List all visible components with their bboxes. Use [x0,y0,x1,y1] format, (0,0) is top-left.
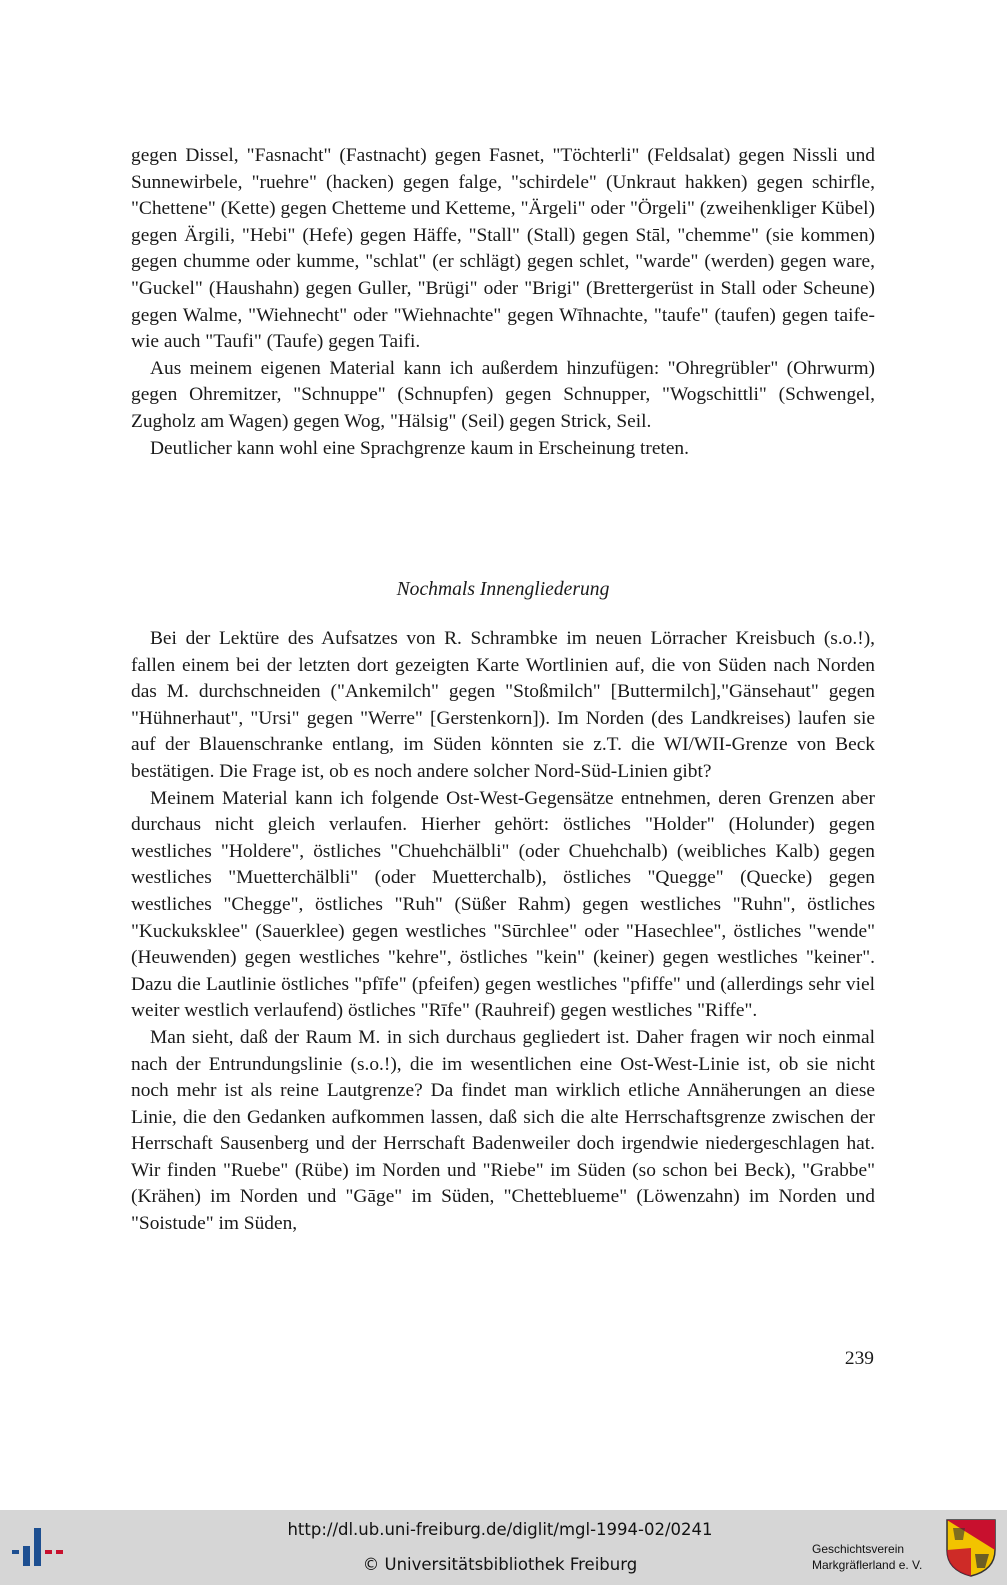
ub-freiburg-logo-icon[interactable] [12,1526,64,1570]
society-name [812,1541,937,1573]
paragraph: Bei der Lektüre des Aufsatzes von R. Schrambke im neuen Lörracher Kreisbuch (s.o.!), fallen einem bei der letzten dort gezeigten Karte Wortlinien auf, die von Süden nach Norden das M. durchschneiden ("Ankemilch" gegen "Stoßmilch" [Buttermilch],"Gänsehaut" gegen "Hühnerhaut", "Ursi" gegen "Werre" [Gerstenkorn]). Im Norden (des Landkreises) laufen sie auf der Blauenschranke entlang, im Süden könnten sie z.T. die WI/WII-Grenze von Beck bestätigen. Die Frage ist, ob es noch andere solcher Nord-Süd-Linien gibt? [131,628,875,782]
text-block-top [131,143,875,462]
paragraph: gegen Dissel, "Fasnacht" (Fastnacht) gegen Fasnet, "Töchterli" (Feldsalat) gegen Nissli und Sunnewirbele, "ruehre" (hacken) gegen falge, "schirdele" (Unkraut hakken) gegen schirfle, "Chettene" (Kette) gegen Chetteme und Ketteme, "Ärgeli" oder "Örgeli" (zweihenkliger Kübel) gegen Ärgili, "Hebi" (Hefe) gegen Häffe, "Stall" (Stall) gegen Stāl, "chemme" (sie kommen) gegen chumme oder kumme, "schlat" (er schlägt) gegen schlet, "warde" (werden) gegen ware, "Guckel" (Haushahn) gegen Guller, "Brügi" oder "Brigi" (Brettergerüst in Stall oder Scheune) gegen Walme, "Wiehnecht" oder "Wiehnachte" gegen Wīhnachte, "taufe" (taufen) gegen taife- wie auch "Taufi" (Taufe) gegen Taifi. [131,145,875,353]
paragraph: Aus meinem eigenen Material kann ich außerdem hinzufügen: "Ohregrübler" (Ohrwurm) gegen Ohremitzer, "Schnuppe" (Schnupfen) gegen Schnupper, "Wogschittli" (Schwengel, Zugholz am Wagen) gegen Wog, "Hälsig" (Seil) gegen Strick, Seil. [131,357,875,432]
paragraph: Man sieht, daß der Raum M. in sich durchaus gegliedert ist. Daher fragen wir noch einmal nach der Entrundungslinie (s.o.!), die im wesentlichen eine Ost-West-Linie ist, ob sie nicht noch mehr ist als reine Lautgrenze? Da findet man wirklich etliche Annäherungen an diese Linie, die den Gedanken aufkommen lassen, daß sich die alte Herrschaftsgrenze zwischen der Herrschaft Sausenberg und der Herrschaft Badenweiler doch irgendwie niedergeschlagen hat. Wir finden "Ruebe" (Rübe) im Norden und "Riebe" im Süden (so schon bei Beck), "Grabbe" (Krähen) im Norden und "Gāge" im Süden, "Chetteblueme" (Löwenzahn) im Norden und "Soistude" im Süden, [131,1026,875,1235]
footer-bar [0,1510,1007,1585]
paragraph: Deutlicher kann wohl eine Sprachgrenze kaum in Erscheinung treten. [150,437,689,459]
section-heading: Nochmals Innengliederung [396,579,610,600]
paragraph: Meinem Material kann ich folgende Ost-West-Gegensätze entnehmen, deren Grenzen aber durchaus nicht gleich verlaufen. Hierher gehört: östliches "Holder" (Holunder) gegen westliches "Holdere", östliches "Chuehchälbli" (oder Chuehchalb) (weibliches Kalb) gegen westliches "Muetterchälbli" (oder Muetterchalb), östliches "Quegge" (Quecke) gegen westliches "Chegge", östliches "Ruh" (Süßer Rahm) gegen westliches "Ruhn", östliches "Kuckuksklee" (Sauerklee) gegen westliches "Sūrchlee" oder "Hasechlee", östliches "wende" (Heuwenden) gegen westliches "kehre", östliches "kein" (keiner) gegen westliches "keiner". Dazu die Lautlinie östliches "pfīfe" (pfeifen) gegen westliches "pfiffe" und (allerdings sehr viel weiter westlich verlaufend) östliches "Rīfe" (Rauhreif) gegen westliches "Riffe". [131,787,875,1022]
text-block-bottom [131,626,875,1238]
coat-of-arms-icon[interactable] [945,1518,997,1578]
society-line-2: Markgräflerland e. V. [812,1558,923,1572]
society-line-1: Geschichtsverein [812,1542,905,1556]
page-number: 239 [844,1348,874,1369]
document-url-link[interactable]: http://dl.ub.uni-freiburg.de/diglit/mgl-1994-02/0241 [287,1520,713,1539]
copyright-text: © Universitätsbibliothek Freiburg [362,1555,638,1574]
